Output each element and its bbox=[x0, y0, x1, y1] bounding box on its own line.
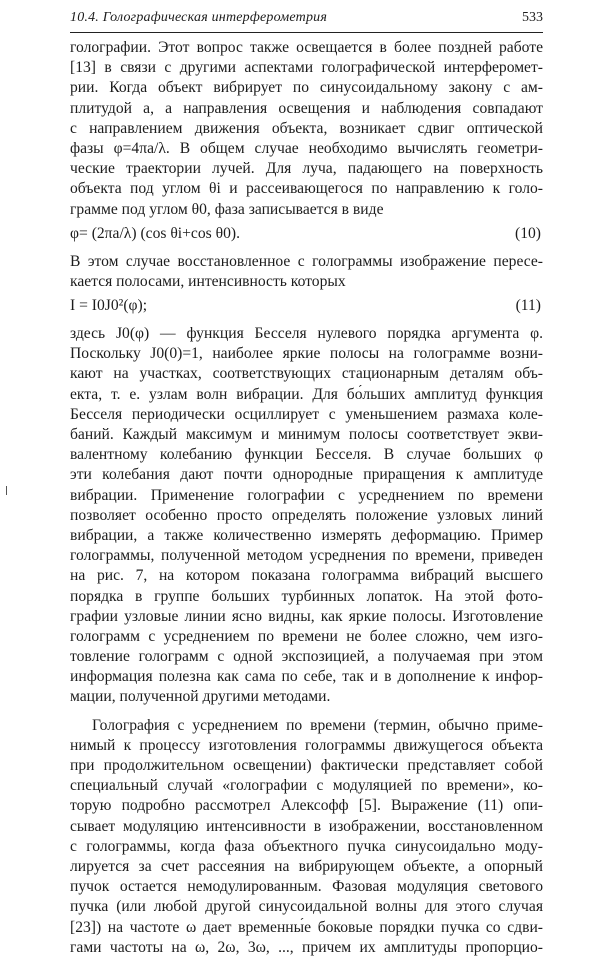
text-line: плитудой a, а направления освещения и наблюдения совпадают bbox=[70, 99, 543, 117]
equation-10 bbox=[70, 224, 543, 246]
text-line: В этом случае восстановленное с голограммы изображение пересе- bbox=[70, 252, 543, 270]
text-line: лируется за счет рассеяния на вибрирующем объекте, а опорный bbox=[70, 857, 543, 875]
paragraph-3 bbox=[70, 324, 543, 708]
text-line: вибрации. Применение голографии с усреднением по времени bbox=[70, 486, 543, 504]
equation-11 bbox=[70, 296, 543, 318]
text-line: голограмм с усреднением по времени не более сложно, чем изго- bbox=[70, 627, 543, 645]
text-line: товление голограмм с одной экспозицией, а получаемая при этом bbox=[70, 648, 543, 666]
equation-number: (10) bbox=[515, 224, 541, 242]
text-line: позволяет особенно просто определять положение узловых линий bbox=[70, 506, 543, 524]
running-header bbox=[70, 8, 543, 33]
text-line: информация полезна как сама по себе, так и в дополнение к инфор- bbox=[70, 668, 543, 686]
text-line: на рис. 7, на котором показана голограмма вибраций высшего bbox=[70, 567, 543, 585]
text-line: валентному колебанию функции Бесселя. В случае больших φ bbox=[70, 446, 543, 464]
page-body bbox=[70, 38, 543, 958]
text-line: сывает модуляцию интенсивности в изображении, восстановленном bbox=[70, 817, 543, 835]
paragraph-1 bbox=[70, 38, 543, 220]
text-line: [13] в связи с другими аспектами голографической интерферомет- bbox=[70, 59, 543, 77]
text-line: баний. Каждый максимум и минимум полосы соответствует экви- bbox=[70, 426, 543, 443]
text-line: специальный случай «голографии с модуляцией по времени», ко- bbox=[70, 777, 543, 795]
text-line: Голография с усреднением по времени (термин, обычно приме- bbox=[92, 716, 543, 734]
text-line: пучка (или любой другой синусоидальной волны для этого случая bbox=[70, 898, 543, 916]
text-line: эти колебания дают почти однородные приращения к амплитуде bbox=[70, 466, 543, 484]
text-line: Бесселя периодически осциллирует с уменьшением размаха коле- bbox=[70, 405, 543, 423]
text-line: екта, т. е. узлам волн вибрации. Для бо́льших амплитуд функция bbox=[70, 385, 543, 403]
margin-mark bbox=[6, 486, 7, 495]
text-line: Поскольку J0(0)=1, наиболее яркие полосы на голограмме возни- bbox=[70, 345, 543, 363]
text-line: голографии. Этот вопрос также освещается в более поздней работе bbox=[70, 39, 543, 56]
equation-formula: I = I0J0²(φ); bbox=[70, 297, 148, 315]
paragraph-4 bbox=[70, 716, 543, 958]
paragraph-2 bbox=[70, 252, 543, 292]
paragraph-gap bbox=[70, 708, 543, 716]
text-line: торую подробно рассмотрел Алексофф [5]. Выражение (11) опи- bbox=[70, 797, 543, 815]
text-line: с голограммы, когда фаза объектного пучка синусоидально моду- bbox=[70, 837, 543, 855]
text-line: вибрации, а также количественно измерять деформацию. Пример bbox=[70, 526, 543, 544]
equation-formula: φ= (2πa/λ) (cos θi+cos θ0). bbox=[70, 224, 240, 242]
text-line: мации, полученной другими методами. bbox=[70, 688, 331, 706]
text-line: рии. Когда объект вибрирует по синусоидальному закону с ам- bbox=[70, 79, 543, 97]
text-line: графии узловые линии ясно видны, как яркие полосы. Изготовление bbox=[70, 607, 543, 625]
text-line: порядка в группе больших турбинных лопаток. На этой фото- bbox=[70, 587, 543, 605]
text-line: голограммы, полученной методом усреднения по времени, приведен bbox=[70, 547, 543, 565]
text-line: гами частоты на ω, 2ω, 3ω, ..., причем их амплитуды пропорцио- bbox=[70, 938, 543, 956]
text-line: пучок остается немодулированным. Фазовая модуляция светового bbox=[70, 878, 543, 896]
text-line: с направлением движения объекта, возникает сдвиг оптической bbox=[70, 119, 543, 137]
equation-number: (11) bbox=[515, 297, 541, 315]
text-line: здесь J0(φ) — функция Бесселя нулевого порядка аргумента φ. bbox=[70, 325, 543, 343]
page-number: 533 bbox=[522, 10, 543, 25]
text-line: объекта под углом θi и рассеивающегося по направлению к голо- bbox=[70, 180, 543, 198]
text-line: кают на участках, соответствующих стационарным деталям объ- bbox=[70, 365, 543, 383]
text-line: нимый к процессу изготовления голограммы движущегося объекта bbox=[70, 736, 543, 754]
text-line: [23]) на частоте ω дает временны́е боковые порядки пучка со сдви- bbox=[70, 918, 543, 936]
running-title: 10.4. Голографическая интерферометрия bbox=[70, 10, 328, 25]
text-line: грамме под углом θ0, фаза записывается в виде bbox=[70, 200, 384, 218]
text-line: кается полосами, интенсивность которых bbox=[70, 272, 346, 290]
text-line: фазы φ=4πa/λ. В общем случае необходимо вычислять геометри- bbox=[70, 139, 543, 157]
text-line: при продолжительном освещении) фактически представляет собой bbox=[70, 757, 543, 774]
text-line: ческие траектории лучей. Для луча, падающего на поверхность bbox=[70, 160, 543, 178]
